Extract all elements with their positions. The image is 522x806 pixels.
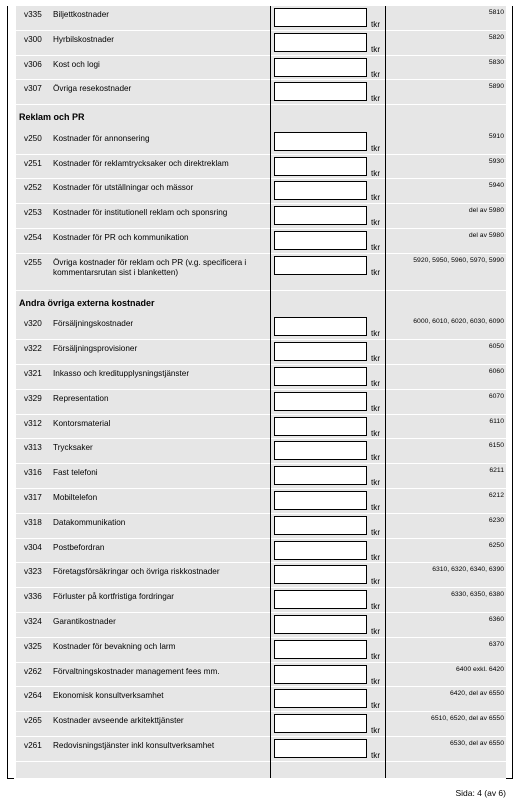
account-numbers: 6510, 6520, del av 6550: [431, 715, 504, 723]
unit-label: tkr: [371, 428, 381, 438]
row-label: Inkasso och kreditupplysningstjänster: [53, 369, 190, 378]
row-label: Kostnader för bevakning och larm: [53, 641, 176, 651]
unit-label: tkr: [371, 379, 381, 388]
account-numbers: 6050: [488, 343, 504, 351]
form-row-v313: [16, 439, 506, 464]
form-row-v324: [16, 613, 506, 638]
unit-label: tkr: [371, 478, 381, 488]
row-code: v262: [24, 666, 42, 676]
form-row-v304: [16, 539, 506, 564]
row-label: Övriga kostnader för reklam och PR (v.g. specificera i kommentarsrutan sist i blanketten): [53, 257, 247, 277]
amount-input[interactable]: [274, 441, 367, 460]
row-label: Representation: [53, 393, 109, 403]
amount-input[interactable]: [274, 206, 367, 225]
form-row-v325: [16, 638, 506, 663]
account-numbers: 6110: [489, 417, 504, 425]
form-row-v262: [16, 663, 506, 688]
row-label: Kostnader för institutionell reklam och sponsring: [53, 208, 228, 218]
account-numbers: 6150: [488, 442, 504, 450]
unit-label: tkr: [371, 143, 381, 153]
unit-label: tkr: [371, 243, 381, 252]
amount-input[interactable]: [274, 640, 367, 659]
row-label: Kost och logi: [53, 59, 100, 69]
amount-input[interactable]: [274, 256, 367, 275]
row-code: v329: [24, 393, 42, 403]
account-numbers: 5920, 5950, 5960, 5970, 5990: [413, 256, 504, 264]
row-code: v323: [24, 567, 42, 577]
unit-label: tkr: [371, 453, 381, 463]
account-numbers: 5940: [488, 182, 504, 190]
account-numbers: 6310, 6320, 6340, 6390: [432, 566, 504, 574]
form-row-v312: [16, 415, 506, 440]
amount-input[interactable]: [274, 58, 367, 77]
amount-input[interactable]: [274, 392, 367, 411]
account-numbers: 6420, del av 6550: [449, 690, 504, 698]
section-heading: [16, 291, 506, 316]
row-label: Hyrbilskostnader: [53, 34, 114, 44]
amount-input[interactable]: [274, 157, 367, 176]
unit-label: tkr: [371, 676, 381, 686]
account-numbers: 6370: [488, 640, 504, 648]
row-code: v313: [24, 443, 42, 453]
amount-input[interactable]: [274, 541, 367, 560]
unit-label: tkr: [371, 44, 381, 54]
form-row-v307: [16, 80, 506, 105]
form-row-v255: [16, 254, 506, 291]
form-row-v316: [16, 464, 506, 489]
row-label: Ekonomisk konsultverksamhet: [53, 691, 164, 701]
row-code: v252: [24, 183, 42, 193]
form-row-v336: [16, 588, 506, 613]
unit-label: tkr: [371, 527, 381, 537]
account-numbers: 6530, del av 6550: [449, 740, 504, 747]
row-label: Kostnader för utställningar och mässor: [53, 183, 194, 193]
row-label: Övriga resekostnader: [53, 84, 132, 94]
row-code: v306: [24, 59, 42, 69]
account-numbers: 5810: [488, 9, 504, 16]
row-code: v336: [24, 592, 42, 602]
row-label: Förvaltningskostnader management fees mm.: [53, 666, 220, 676]
account-numbers: 5910: [488, 132, 504, 140]
row-label: Försäljningskostnader: [53, 319, 134, 329]
amount-input[interactable]: [274, 82, 367, 101]
expense-form: [16, 6, 506, 778]
row-code: v307: [24, 84, 42, 94]
unit-label: tkr: [371, 577, 381, 587]
form-row-v335: [16, 6, 506, 31]
row-label: Datakommunikation: [53, 517, 126, 527]
account-numbers: 6211: [489, 467, 504, 475]
form-row-v321: [16, 365, 506, 390]
amount-input[interactable]: [274, 181, 367, 200]
row-code: v253: [24, 208, 42, 218]
account-numbers: del av 5980: [468, 207, 504, 215]
form-row-v320: [16, 315, 506, 340]
account-numbers: 5930: [488, 157, 504, 165]
form-bracket-left: [7, 6, 14, 779]
unit-label: tkr: [371, 627, 381, 636]
form-row-v300: [16, 31, 506, 56]
row-label: Kontorsmaterial: [53, 418, 111, 428]
amount-input[interactable]: [274, 665, 367, 684]
column-divider: [385, 6, 386, 778]
column-divider: [270, 6, 271, 778]
unit-label: tkr: [371, 403, 381, 413]
account-numbers: 6070: [488, 392, 504, 400]
account-numbers: 6230: [488, 516, 504, 524]
form-row-v251: [16, 155, 506, 180]
row-code: v254: [24, 233, 42, 242]
form-bottom-band: [16, 762, 506, 778]
unit-label: tkr: [371, 701, 381, 711]
row-code: v325: [24, 641, 42, 651]
unit-label: tkr: [371, 751, 381, 760]
unit-label: tkr: [371, 651, 381, 661]
row-code: v300: [24, 34, 42, 44]
unit-label: tkr: [371, 329, 381, 339]
unit-label: tkr: [371, 69, 381, 79]
account-numbers: 6330, 6350, 6380: [451, 591, 504, 599]
account-numbers: 6250: [488, 541, 504, 549]
amount-input[interactable]: [274, 565, 367, 584]
amount-input[interactable]: [274, 367, 367, 386]
form-row-v322: [16, 340, 506, 365]
form-row-v329: [16, 390, 506, 415]
account-numbers: 5820: [488, 33, 504, 41]
row-label: Mobiltelefon: [53, 493, 98, 502]
row-label: Kostnader för PR och kommunikation: [53, 233, 189, 242]
amount-input[interactable]: [274, 590, 367, 609]
row-label: Kostnader avseende arkitekttjänster: [53, 716, 184, 726]
amount-input[interactable]: [274, 231, 367, 250]
row-label: Kostnader för annonsering: [53, 133, 150, 143]
row-code: v264: [24, 691, 42, 701]
unit-label: tkr: [371, 218, 381, 228]
row-label: Biljettkostnader: [53, 10, 109, 19]
form-row-v250: [16, 130, 506, 155]
section-heading-text: Reklam och PR: [19, 112, 85, 123]
row-code: v261: [24, 741, 42, 750]
amount-input[interactable]: [274, 317, 367, 336]
form-row-v306: [16, 56, 506, 81]
form-row-v318: [16, 514, 506, 539]
account-numbers: 6360: [488, 616, 504, 623]
unit-label: tkr: [371, 503, 381, 512]
amount-input[interactable]: [274, 689, 367, 708]
row-code: v318: [24, 517, 42, 527]
row-code: v335: [24, 10, 42, 19]
amount-input[interactable]: [274, 739, 367, 758]
unit-label: tkr: [371, 267, 381, 277]
row-code: v265: [24, 716, 42, 726]
amount-input[interactable]: [274, 491, 367, 510]
amount-input[interactable]: [274, 132, 367, 151]
form-row-v253: [16, 204, 506, 229]
unit-label: tkr: [371, 602, 381, 612]
section-heading: [16, 105, 506, 130]
amount-input[interactable]: [274, 466, 367, 485]
unit-label: tkr: [371, 193, 381, 203]
row-code: v304: [24, 542, 42, 552]
account-numbers: 6400 exkl. 6420: [456, 665, 504, 673]
form-row-v261: [16, 737, 506, 762]
row-label: Kostnader för reklamtrycksaker och direktreklam: [53, 158, 229, 168]
row-code: v322: [24, 344, 42, 354]
row-label: Trycksaker: [53, 443, 93, 453]
account-numbers: 5830: [488, 58, 504, 66]
row-code: v324: [24, 617, 42, 626]
amount-input[interactable]: [274, 714, 367, 733]
form-row-v265: [16, 712, 506, 737]
amount-input[interactable]: [274, 8, 367, 27]
amount-input[interactable]: [274, 342, 367, 361]
row-code: v316: [24, 468, 42, 478]
row-code: v251: [24, 158, 42, 168]
form-row-v252: [16, 179, 506, 204]
unit-label: tkr: [371, 552, 381, 562]
account-numbers: 6212: [488, 492, 504, 499]
row-label: Postbefordran: [53, 542, 105, 552]
account-numbers: 5890: [488, 83, 504, 91]
unit-label: tkr: [371, 94, 381, 104]
amount-input[interactable]: [274, 33, 367, 52]
amount-input[interactable]: [274, 615, 367, 634]
row-label: Redovisningstjänster inkl konsultverksamhet: [53, 741, 215, 750]
account-numbers: 6000, 6010, 6020, 6030, 6090: [413, 318, 504, 326]
row-label: Försäljningsprovisioner: [53, 344, 138, 354]
unit-label: tkr: [371, 726, 381, 736]
account-numbers: 6060: [488, 368, 504, 375]
page-number: Sida: 4 (av 6): [455, 788, 506, 798]
amount-input[interactable]: [274, 417, 367, 436]
form-row-v323: [16, 563, 506, 588]
row-code: v321: [24, 369, 42, 378]
account-numbers: del av 5980: [468, 232, 504, 239]
form-bracket-right: [506, 6, 513, 779]
form-row-v317: [16, 489, 506, 514]
row-code: v312: [24, 418, 42, 428]
row-label: Förluster på kortfristiga fordringar: [53, 592, 175, 602]
amount-input[interactable]: [274, 516, 367, 535]
row-label: Fast telefoni: [53, 468, 98, 478]
form-row-v264: [16, 687, 506, 712]
unit-label: tkr: [371, 354, 381, 364]
row-code: v317: [24, 493, 42, 502]
form-row-v254: [16, 229, 506, 254]
section-heading-text: Andra övriga externa kostnader: [19, 297, 155, 308]
row-label: Företagsförsäkringar och övriga riskkostnader: [53, 567, 220, 577]
row-code: v250: [24, 133, 42, 143]
unit-label: tkr: [371, 168, 381, 178]
row-code: v320: [24, 319, 42, 329]
unit-label: tkr: [371, 20, 381, 29]
row-label: Garantikostnader: [53, 617, 116, 626]
row-code: v255: [24, 257, 42, 267]
